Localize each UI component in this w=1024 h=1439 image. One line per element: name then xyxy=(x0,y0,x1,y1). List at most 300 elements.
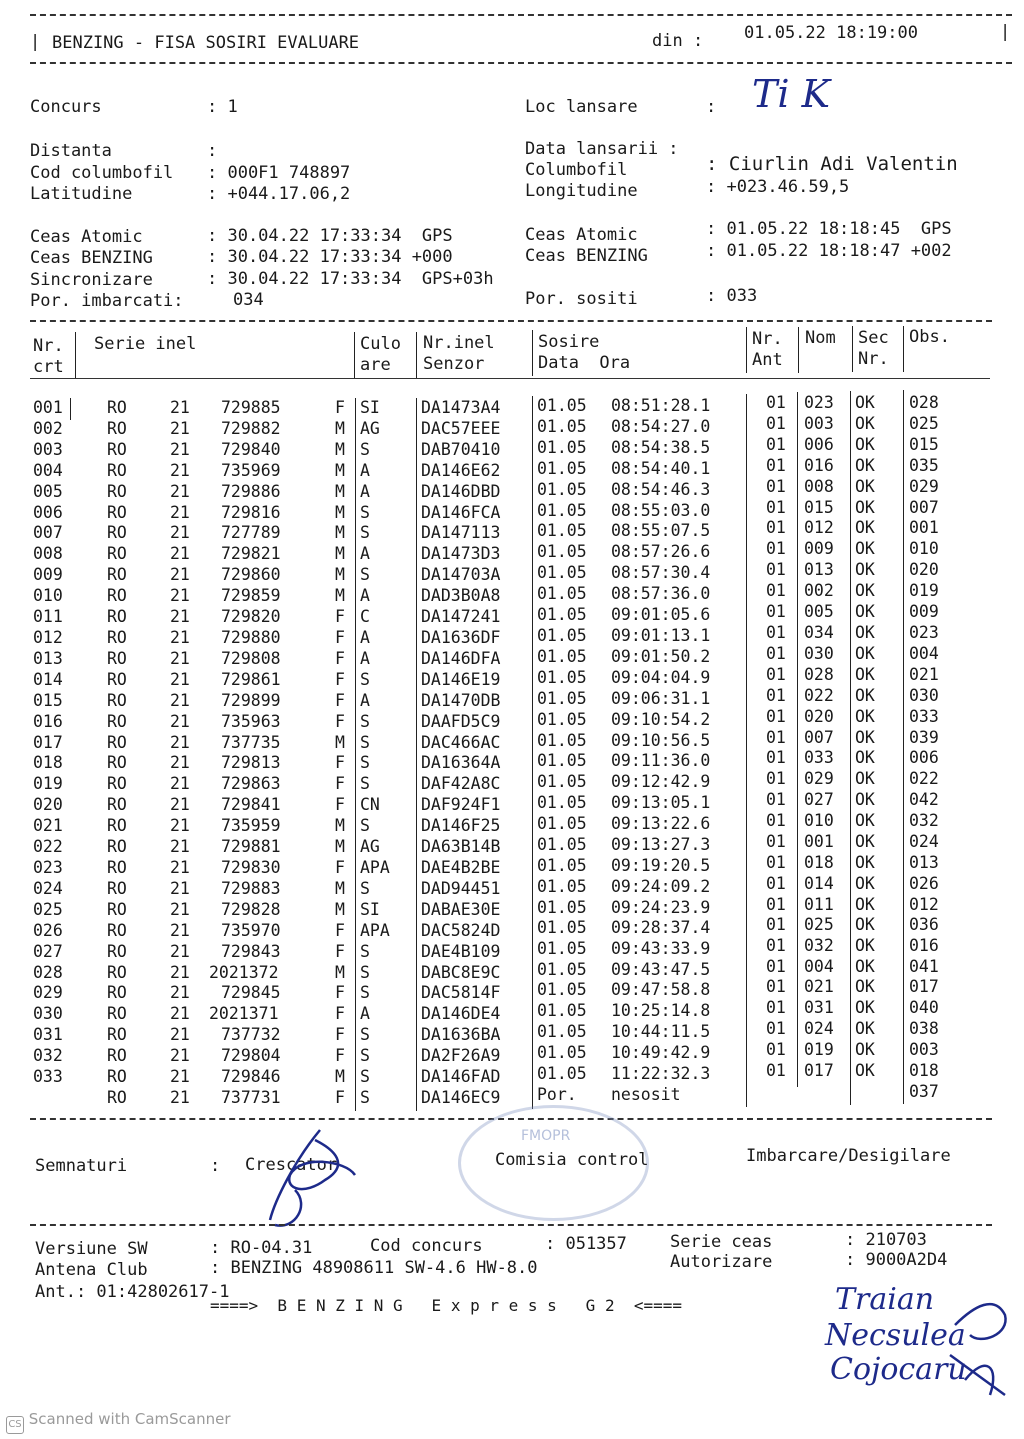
row-color: S xyxy=(360,753,370,773)
handwritten-signature-2: Necsulea xyxy=(825,1318,966,1353)
col-nr-ant-2: Ant xyxy=(752,350,783,370)
row-date: 01.05 xyxy=(537,1064,587,1084)
row-time: 10:25:14.8 xyxy=(611,1001,711,1021)
row-ring: 737731 xyxy=(221,1088,281,1108)
row-yr: 21 xyxy=(170,607,190,627)
row-time: 09:13:27.3 xyxy=(611,835,711,855)
row-sex: F xyxy=(335,711,345,731)
row-sex: F xyxy=(335,941,345,961)
data-lansarii-label: Data lansarii : xyxy=(525,139,679,159)
row-sensor: DA146E19 xyxy=(421,669,501,689)
row-time: 09:04:04.9 xyxy=(611,667,711,687)
row-sec: OK xyxy=(855,832,875,852)
row-color: S xyxy=(360,878,370,898)
row-yr: 21 xyxy=(170,795,190,815)
row-nr: 005 xyxy=(33,481,63,501)
row-ant: 01 xyxy=(766,748,786,768)
row-sec: OK xyxy=(855,455,875,475)
row-nr: 013 xyxy=(33,648,63,668)
row-date: 01.05 xyxy=(537,584,587,604)
row-nr: 010 xyxy=(33,586,63,606)
row-sec: OK xyxy=(855,497,875,517)
row-sensor: DA1636BA xyxy=(421,1025,501,1045)
row-sec: OK xyxy=(855,581,875,601)
row-ro: RO xyxy=(107,481,127,501)
row-ring: 729885 xyxy=(221,398,281,417)
row-color: S xyxy=(360,1025,370,1045)
row-yr: 21 xyxy=(170,1046,190,1066)
row-ring: 729860 xyxy=(221,565,281,585)
row-sec: OK xyxy=(855,935,875,955)
row-nom: 018 xyxy=(804,853,834,873)
row-sensor: DAC5824D xyxy=(421,920,501,940)
row-ring: 735959 xyxy=(221,816,281,836)
header-din-label: din : xyxy=(652,31,704,51)
row-ring: 729882 xyxy=(221,418,281,438)
row-obs: 039 xyxy=(909,727,939,747)
row-color: S xyxy=(360,669,370,689)
row-nom: 015 xyxy=(804,497,834,517)
row-sex: F xyxy=(335,1025,345,1045)
row-sex: M xyxy=(335,899,345,919)
concurs-value: : 1 xyxy=(207,97,238,117)
row-ro: RO xyxy=(107,460,127,480)
imbarcati-label: Por. imbarcati: xyxy=(30,291,184,311)
row-date: 01.05 xyxy=(537,1022,587,1042)
row-sensor: DA146E62 xyxy=(421,460,501,480)
row-date: 01.05 xyxy=(537,500,587,520)
row-sex: M xyxy=(335,878,345,898)
row-time: 09:13:22.6 xyxy=(611,814,711,834)
row-sec: OK xyxy=(855,476,875,496)
hdr-sep-2 xyxy=(354,332,355,378)
row-yr: 21 xyxy=(170,941,190,961)
longitudine-label: Longitudine xyxy=(525,181,638,201)
header-title: BENZING - FISA SOSIRI EVALUARE xyxy=(52,33,360,53)
row-date: 01.05 xyxy=(537,709,587,729)
camscanner-watermark xyxy=(6,1410,231,1434)
row-color: APA xyxy=(360,858,390,878)
row-ro: RO xyxy=(107,732,127,752)
ceas-atomic-right-value: : 01.05.22 18:18:45 GPS xyxy=(706,219,952,239)
row-color: S xyxy=(360,774,370,794)
row-nr: 018 xyxy=(33,753,63,773)
row-sex: F xyxy=(335,858,345,878)
row-time: 08:51:28.1 xyxy=(611,396,711,415)
crescator-label: Crescator xyxy=(245,1155,338,1175)
row-ant: 01 xyxy=(766,811,786,831)
row-ring: 729883 xyxy=(221,878,281,898)
row-ant: 01 xyxy=(766,873,786,893)
row-nr: 030 xyxy=(33,1004,63,1024)
row-sec: OK xyxy=(855,769,875,789)
antena-label: Antena Club xyxy=(35,1260,148,1280)
sincronizare-label: Sincronizare xyxy=(30,270,153,290)
row-ro: RO xyxy=(107,1025,127,1045)
row-sex: M xyxy=(335,460,345,480)
row-ro: RO xyxy=(107,586,127,606)
row-nr: 007 xyxy=(33,523,63,543)
row-ring: 729846 xyxy=(221,1067,281,1087)
row-sensor: DAF42A8C xyxy=(421,774,501,794)
row-sensor: DAAFD5C9 xyxy=(421,711,501,731)
row-sec: OK xyxy=(855,1019,875,1039)
row-color: SI xyxy=(360,398,380,417)
ceas-benzing-left-value: : 30.04.22 17:33:34 +000 xyxy=(207,247,453,267)
ceas-benzing-left-label: Ceas BENZING xyxy=(30,248,153,268)
serie-ceas-label: Serie ceas xyxy=(670,1232,773,1252)
row-sex: F xyxy=(335,774,345,794)
row-color: AG xyxy=(360,418,380,438)
hdr-sep-5 xyxy=(746,327,747,373)
loc-lansare-label: Loc lansare xyxy=(525,97,638,117)
row-date: 01.05 xyxy=(537,938,587,958)
row-sensor: DA147241 xyxy=(421,607,501,627)
row-date: 01.05 xyxy=(537,458,587,478)
row-ring: 729845 xyxy=(221,983,281,1003)
row-yr: 21 xyxy=(170,418,190,438)
row-sex: M xyxy=(335,418,345,438)
row-ant: 01 xyxy=(766,832,786,852)
row-ro: RO xyxy=(107,502,127,522)
row-yr: 21 xyxy=(170,460,190,480)
row-sex: M xyxy=(335,586,345,606)
col-data-ora: Data Ora xyxy=(538,353,631,373)
ceas-atomic-left-value: : 30.04.22 17:33:34 GPS xyxy=(207,226,453,246)
row-ring: 729813 xyxy=(221,753,281,773)
row-ring: 729841 xyxy=(221,795,281,815)
row-ro: RO xyxy=(107,565,127,585)
row-date: 01.05 xyxy=(537,667,587,687)
concurs-label: Concurs xyxy=(30,97,102,117)
row-ring: 729881 xyxy=(221,837,281,857)
row-ring: 737732 xyxy=(221,1025,281,1045)
row-color: A xyxy=(360,460,370,480)
row-ro: RO xyxy=(107,690,127,710)
row-nr: 024 xyxy=(33,878,63,898)
row-obs: 030 xyxy=(909,685,939,705)
row-sensor: DA147113 xyxy=(421,523,501,543)
versiune-label: Versiune SW xyxy=(35,1239,148,1259)
row-date: 01.05 xyxy=(537,917,587,937)
row-yr: 21 xyxy=(170,753,190,773)
row-ring: 727789 xyxy=(221,523,281,543)
row-date: 01.05 xyxy=(537,980,587,1000)
row-nom: 030 xyxy=(804,643,834,663)
row-ro: RO xyxy=(107,628,127,647)
row-time: 09:10:56.5 xyxy=(611,730,711,750)
hdr-sep-1 xyxy=(75,332,76,378)
col-serie-inel: Serie inel xyxy=(94,334,197,354)
row-ant: 01 xyxy=(766,1061,786,1081)
row-sec: OK xyxy=(855,914,875,934)
row-color: S xyxy=(360,565,370,585)
row-nr: 006 xyxy=(33,502,63,522)
row-obs: 009 xyxy=(909,602,939,622)
row-sensor: DA16364A xyxy=(421,753,501,773)
row-color: S xyxy=(360,816,370,836)
row-nr: 020 xyxy=(33,795,63,815)
row-obs: 026 xyxy=(909,873,939,893)
row-nr: 002 xyxy=(33,418,63,438)
row-sec: OK xyxy=(855,393,875,412)
row-ant: 01 xyxy=(766,706,786,726)
row-yr: 21 xyxy=(170,837,190,857)
row-color: S xyxy=(360,962,370,982)
row-obs: 007 xyxy=(909,497,939,517)
col-are: are xyxy=(360,355,391,375)
row-yr: 21 xyxy=(170,878,190,898)
row-date: 01.05 xyxy=(537,479,587,499)
row-color: A xyxy=(360,586,370,606)
row-sensor: DA146DFA xyxy=(421,648,501,668)
row-color: A xyxy=(360,544,370,564)
row-sec: OK xyxy=(855,539,875,559)
row-sec: OK xyxy=(855,623,875,642)
row-nr: 004 xyxy=(33,460,63,480)
row-yr: 21 xyxy=(170,711,190,731)
row-nr: 022 xyxy=(33,837,63,857)
distanta-label: Distanta xyxy=(30,141,112,161)
row-color: S xyxy=(360,983,370,1003)
row-time: 09:24:23.9 xyxy=(611,897,711,917)
row-ro: RO xyxy=(107,669,127,689)
row-ro: RO xyxy=(107,711,127,731)
row-sex: M xyxy=(335,732,345,752)
row-sec: OK xyxy=(855,560,875,580)
row-sec: OK xyxy=(855,956,875,976)
row-ant: 01 xyxy=(766,1019,786,1039)
row-yr: 21 xyxy=(170,628,190,647)
row-ro: RO xyxy=(107,398,127,417)
row-yr: 21 xyxy=(170,648,190,668)
row-time: 09:10:54.2 xyxy=(611,709,711,729)
row-ant: 01 xyxy=(766,727,786,747)
row-sensor: DAC5814F xyxy=(421,983,501,1003)
row-nom: 011 xyxy=(804,894,834,914)
row-sensor: DAF924F1 xyxy=(421,795,501,815)
row-time: 09:28:37.4 xyxy=(611,917,711,937)
ceas-benzing-right-value: : 01.05.22 18:18:47 +002 xyxy=(706,241,952,261)
col-sec-nr: Nr. xyxy=(858,349,889,369)
row-ant: 01 xyxy=(766,643,786,663)
row-ring: 2021372 xyxy=(209,962,279,982)
camscanner-icon: CS xyxy=(6,1416,24,1434)
row-sex: F xyxy=(335,607,345,627)
row-nom: 025 xyxy=(804,914,834,934)
row-sensor: DAB70410 xyxy=(421,439,501,459)
row-sec: OK xyxy=(855,643,875,663)
row-ring: 729830 xyxy=(221,858,281,878)
row-color: S xyxy=(360,1046,370,1066)
row-date: 01.05 xyxy=(537,856,587,876)
row-color: C xyxy=(360,607,370,627)
hdr-sep-6 xyxy=(798,327,799,373)
antena-value: : BENZING 48908611 SW-4.6 HW-8.0 xyxy=(210,1258,538,1278)
row-ro: RO xyxy=(107,648,127,668)
row-nom: 005 xyxy=(804,602,834,622)
row-sensor: DA146FCA xyxy=(421,502,501,522)
row-ant: 01 xyxy=(766,560,786,580)
row-nom: 012 xyxy=(804,518,834,538)
semnaturi-colon: : xyxy=(210,1156,221,1176)
row-obs: 019 xyxy=(909,581,939,601)
row-time: 08:55:07.5 xyxy=(611,521,711,541)
imbarcare-label: Imbarcare/Desigilare xyxy=(746,1146,951,1166)
columbofil-label: Columbofil xyxy=(525,160,628,180)
row-ro: RO xyxy=(107,523,127,543)
row-ro: RO xyxy=(107,774,127,794)
row-time: 08:54:27.0 xyxy=(611,416,711,436)
row-obs: 001 xyxy=(909,518,939,538)
row-nr: 014 xyxy=(33,669,63,689)
row-ro: RO xyxy=(107,962,127,982)
row-date: 01.05 xyxy=(537,437,587,457)
row-ring: 735970 xyxy=(221,920,281,940)
hdr-sep-4 xyxy=(532,330,533,376)
row-time: 10:49:42.9 xyxy=(611,1043,711,1063)
row-ring: 729821 xyxy=(221,544,281,564)
row-time: 08:54:40.1 xyxy=(611,458,711,478)
row-nr: 003 xyxy=(33,439,63,459)
col-crt: crt xyxy=(33,357,64,377)
row-sensor: DA146F25 xyxy=(421,816,501,836)
col-nr-inel: Nr.inel xyxy=(423,333,495,353)
ceas-atomic-right-label: Ceas Atomic xyxy=(525,225,638,245)
row-date: 01.05 xyxy=(537,876,587,896)
distanta-value: : xyxy=(207,141,218,161)
row-color: A xyxy=(360,481,370,501)
row-sensor: DAD3B0A8 xyxy=(421,586,501,606)
row-sensor: DA1473A4 xyxy=(421,398,501,417)
row-ant: 01 xyxy=(766,664,786,684)
row-nr: 027 xyxy=(33,941,63,961)
row-ring: 729880 xyxy=(221,628,281,647)
row-ring: 729843 xyxy=(221,941,281,961)
row-nom: 021 xyxy=(804,977,834,997)
row-sex: F xyxy=(335,920,345,940)
row-obs: 020 xyxy=(909,560,939,580)
row-obs: 015 xyxy=(909,434,939,454)
row-ant: 01 xyxy=(766,497,786,517)
autorizare-label: Autorizare xyxy=(670,1252,773,1272)
row-ring: 729861 xyxy=(221,669,281,689)
row-sensor: DAE4B109 xyxy=(421,941,501,961)
ceas-atomic-left-label: Ceas Atomic xyxy=(30,227,143,247)
row-ro: RO xyxy=(107,983,127,1003)
row-sex: F xyxy=(335,1088,345,1108)
row-ant: 01 xyxy=(766,476,786,496)
row-ro: RO xyxy=(107,544,127,564)
row-yr: 21 xyxy=(170,398,190,417)
row-sec: OK xyxy=(855,998,875,1018)
table-row xyxy=(0,1061,1024,1088)
row-nom: 028 xyxy=(804,664,834,684)
comisia-label: Comisia control xyxy=(495,1150,649,1170)
row-yr: 21 xyxy=(170,1025,190,1045)
row-obs: 010 xyxy=(909,539,939,559)
header-underline xyxy=(30,378,990,379)
row-ro: RO xyxy=(107,858,127,878)
row-ring: 729840 xyxy=(221,439,281,459)
row-ant: 01 xyxy=(766,623,786,642)
row-sex: M xyxy=(335,962,345,982)
row-nom: 027 xyxy=(804,790,834,810)
col-sec: Sec xyxy=(858,328,889,348)
row-ro: RO xyxy=(107,837,127,857)
row-ro: RO xyxy=(107,1067,127,1087)
row-date: 01.05 xyxy=(537,835,587,855)
row-ant: 01 xyxy=(766,518,786,538)
hdr-sep-8 xyxy=(903,326,904,372)
col-nr: Nr. xyxy=(33,336,64,356)
row-time: 09:43:33.9 xyxy=(611,938,711,958)
row-nom: 034 xyxy=(804,623,834,642)
row-sec: OK xyxy=(855,602,875,622)
columbofil-value: : Ciurlin Adi Valentin xyxy=(706,153,958,175)
row-color: A xyxy=(360,690,370,710)
handwritten-signature-1: Traian xyxy=(835,1282,935,1317)
row-nom: 013 xyxy=(804,560,834,580)
row-ring: 729886 xyxy=(221,481,281,501)
row-nom: 016 xyxy=(804,455,834,475)
row-color: A xyxy=(360,648,370,668)
col-nr-ant-1: Nr. xyxy=(752,329,783,349)
row-obs: 021 xyxy=(909,664,939,684)
row-ro: RO xyxy=(107,607,127,627)
row-date: 01.05 xyxy=(537,793,587,813)
table-row xyxy=(0,1082,1024,1109)
row-ant: 01 xyxy=(766,413,786,433)
sositi-label: Por. sositi xyxy=(525,289,638,309)
row-yr: 21 xyxy=(170,544,190,564)
row-yr: 21 xyxy=(170,523,190,543)
row-obs: 033 xyxy=(909,706,939,726)
row-time: 09:01:50.2 xyxy=(611,646,711,666)
row-sex: M xyxy=(335,544,345,564)
col-culo: Culo xyxy=(360,334,401,354)
row-time: 09:47:58.8 xyxy=(611,980,711,1000)
row-time: 08:57:30.4 xyxy=(611,563,711,583)
row-date: 01.05 xyxy=(537,605,587,625)
row-ant: 01 xyxy=(766,393,786,412)
longitudine-value: : +023.46.59,5 xyxy=(706,177,850,197)
row-ring: 729828 xyxy=(221,899,281,919)
row-nr: 011 xyxy=(33,607,63,627)
row-ring: 737735 xyxy=(221,732,281,752)
row-ro: RO xyxy=(107,1088,127,1108)
row-sex: M xyxy=(335,565,345,585)
row-date: 01.05 xyxy=(537,959,587,979)
row-ro: RO xyxy=(107,878,127,898)
row-date: Por. xyxy=(537,1085,577,1105)
latitudine-label: Latitudine xyxy=(30,184,133,204)
row-obs: 003 xyxy=(909,1040,939,1060)
row-time: 09:19:20.5 xyxy=(611,856,711,876)
row-sensor: DA2F26A9 xyxy=(421,1046,501,1066)
row-ant: 01 xyxy=(766,914,786,934)
row-sec: OK xyxy=(855,790,875,810)
row-color: S xyxy=(360,439,370,459)
row-nom: 008 xyxy=(804,476,834,496)
row-sensor: DA14703A xyxy=(421,565,501,585)
row-sex: F xyxy=(335,690,345,710)
row-nr: 015 xyxy=(33,690,63,710)
row-date: 01.05 xyxy=(537,396,587,415)
row-date: 01.05 xyxy=(537,814,587,834)
row-yr: 21 xyxy=(170,858,190,878)
row-nom: 014 xyxy=(804,873,834,893)
